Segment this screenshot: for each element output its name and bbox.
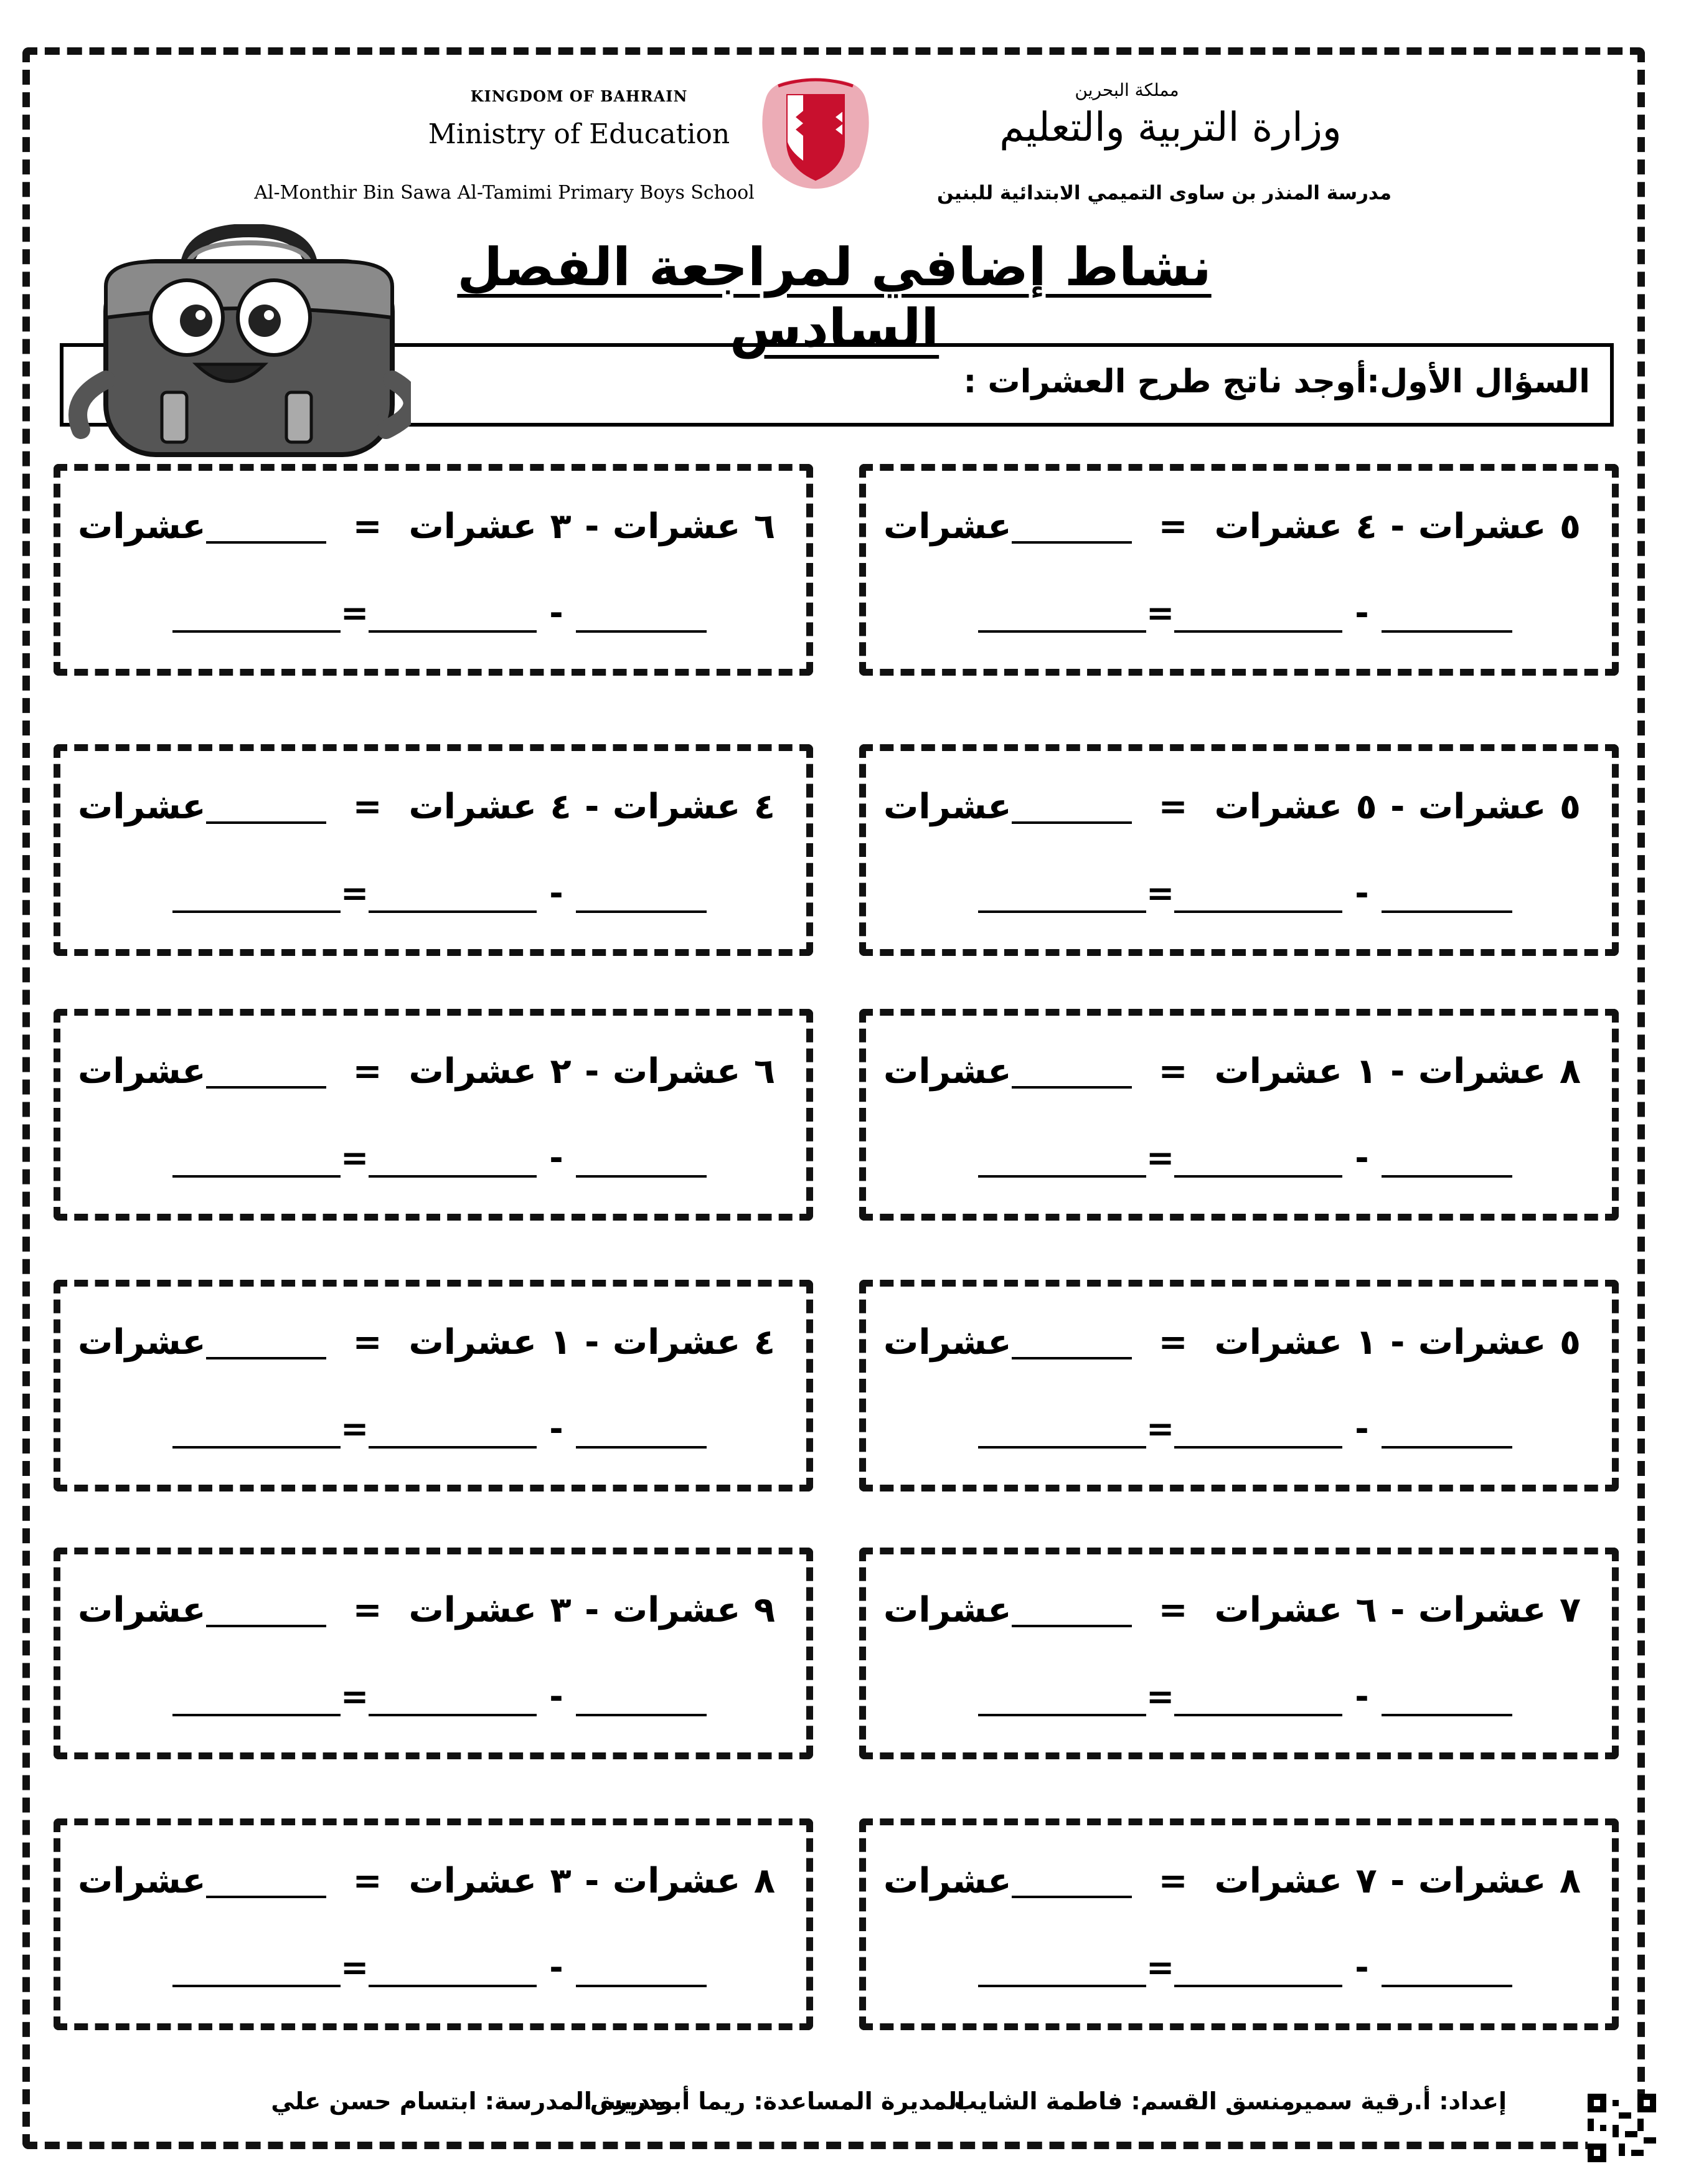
result-blank[interactable] [172,1955,341,1987]
operand-blank[interactable] [576,1955,707,1987]
subtrahend: ١ [1355,1321,1377,1363]
working-line: = - [978,1140,1538,1178]
unit-label: عشرات [612,506,741,547]
minuend: ٨ [753,1860,775,1901]
unit-label: عشرات [78,1860,206,1901]
exercise-equation: ٨ عشرات - ٣ عشرات = عشرات [78,1860,775,1901]
exercise-card [54,744,813,956]
exercise-equation: ٤ عشرات - ٤ عشرات = عشرات [78,786,775,827]
footer-credits [162,2087,1507,2131]
result-blank[interactable] [978,1145,1146,1178]
answer-blank[interactable] [206,1592,326,1627]
subtrahend: ٤ [550,786,572,827]
exercise-equation: ٨ عشرات - ٧ عشرات = عشرات [883,1860,1581,1901]
operand-blank[interactable] [1382,1684,1512,1716]
operand-blank[interactable] [1382,1416,1512,1449]
result-blank[interactable] [172,881,341,913]
operand-blank[interactable] [1382,1955,1512,1987]
unit-label: عشرات [1418,1860,1547,1901]
credit-assistant-principal: المديرة المساعدة: ريما أبودريس [590,2087,965,2115]
question-text: السؤال الأول:أوجد ناتج طرح العشرات : [963,363,1590,400]
answer-blank[interactable] [1012,1054,1132,1089]
unit-label: عشرات [1418,506,1547,547]
answer-blank[interactable] [206,509,326,544]
unit-label: عشرات [78,786,206,827]
exercise-card [54,1280,813,1491]
operand-blank[interactable] [1382,881,1512,913]
backpack-mascot-icon [62,224,411,461]
unit-label: عشرات [883,506,1012,547]
subtrahend: ٧ [1355,1860,1377,1901]
working-line: = - [172,876,733,913]
unit-label: عشرات [612,1860,741,1901]
subtrahend: ١ [550,1321,572,1363]
operand-blank[interactable] [369,1684,537,1716]
unit-label: عشرات [408,1051,537,1092]
result-blank[interactable] [978,1416,1146,1449]
answer-blank[interactable] [1012,789,1132,824]
exercise-equation: ٩ عشرات - ٣ عشرات = عشرات [78,1589,775,1630]
unit-label: عشرات [883,1321,1012,1363]
operand-blank[interactable] [369,1416,537,1449]
unit-label: عشرات [612,1321,741,1363]
unit-label: عشرات [408,1860,537,1901]
subtrahend: ٣ [550,1589,572,1630]
unit-label: عشرات [883,1051,1012,1092]
exercise-card [859,744,1619,956]
credit-principal: مديرة المدرسة: ابتسام حسن علي [271,2087,666,2115]
unit-label: عشرات [612,1051,741,1092]
exercise-card [859,1280,1619,1491]
operand-blank[interactable] [576,1416,707,1449]
exercise-card [54,1548,813,1759]
unit-label: عشرات [612,786,741,827]
school-ar: مدرسة المنذر بن ساوى التميمي الابتدائية للبنين [936,182,1392,204]
unit-label: عشرات [1214,1051,1343,1092]
answer-blank[interactable] [1012,1592,1132,1627]
operand-blank[interactable] [369,1955,537,1987]
working-line: = - [978,1679,1538,1716]
working-line: = - [172,1411,733,1449]
result-blank[interactable] [978,1955,1146,1987]
unit-label: عشرات [78,506,206,547]
bahrain-emblem-icon [753,73,878,192]
unit-label: عشرات [78,1051,206,1092]
exercise-equation: ٦ عشرات - ٢ عشرات = عشرات [78,1051,775,1092]
working-line: = - [172,1679,733,1716]
result-blank[interactable] [172,1684,341,1716]
unit-label: عشرات [883,1589,1012,1630]
operand-blank[interactable] [1174,1955,1342,1987]
unit-label: عشرات [1214,1860,1343,1901]
exercise-card [54,1009,813,1221]
subtrahend: ١ [1355,1051,1377,1092]
exercise-card [859,1818,1619,2030]
minuend: ٧ [1559,1589,1581,1630]
unit-label: عشرات [612,1589,741,1630]
operand-blank[interactable] [1174,1684,1342,1716]
subtrahend: ٢ [550,1051,572,1092]
kingdom-en: KINGDOM OF BAHRAIN [470,87,688,105]
exercise-card [859,1009,1619,1221]
minuend: ٦ [753,506,775,547]
operand-blank[interactable] [576,881,707,913]
ministry-en: Ministry of Education [428,118,730,150]
unit-label: عشرات [1418,786,1547,827]
answer-blank[interactable] [1012,1325,1132,1359]
result-blank[interactable] [172,1416,341,1449]
working-line: = - [172,595,733,633]
operand-blank[interactable] [1174,1145,1342,1178]
minuend: ٨ [1559,1051,1581,1092]
exercise-equation: ٥ عشرات - ٥ عشرات = عشرات [883,786,1581,827]
operand-blank[interactable] [1174,600,1342,633]
minuend: ٩ [753,1589,775,1630]
operand-blank[interactable] [1174,1416,1342,1449]
subtrahend: ٣ [550,506,572,547]
exercise-card [54,1818,813,2030]
kingdom-ar: مملكة البحرين [1075,80,1179,100]
exercise-card [54,464,813,676]
exercise-equation: ٨ عشرات - ١ عشرات = عشرات [883,1051,1581,1092]
unit-label: عشرات [408,1589,537,1630]
minuend: ٥ [1559,506,1581,547]
answer-blank[interactable] [1012,509,1132,544]
minuend: ٨ [1559,1860,1581,1901]
working-line: = - [978,1950,1538,1987]
credit-coordinator: منسق القسم: فاطمة الشايب [953,2087,1295,2115]
operand-blank[interactable] [1382,1145,1512,1178]
exercise-equation: ٥ عشرات - ١ عشرات = عشرات [883,1321,1581,1363]
minuend: ٥ [1559,1321,1581,1363]
unit-label: عشرات [1418,1321,1547,1363]
credit-prepared: إعداد: أ.رقية سمير [1289,2087,1507,2115]
result-blank[interactable] [172,600,341,633]
result-blank[interactable] [172,1145,341,1178]
page-title: نشاط إضافي لمراجعة الفصل السادس [457,237,1212,359]
minuend: ٦ [753,1051,775,1092]
result-blank[interactable] [978,881,1146,913]
operand-blank[interactable] [1174,881,1342,913]
operand-blank[interactable] [576,600,707,633]
unit-label: عشرات [1214,786,1343,827]
minuend: ٥ [1559,786,1581,827]
unit-label: عشرات [1418,1589,1547,1630]
operand-blank[interactable] [576,1145,707,1178]
working-line: = - [172,1950,733,1987]
minuend: ٤ [753,1321,775,1363]
unit-label: عشرات [1214,1321,1343,1363]
subtrahend: ٤ [1355,506,1377,547]
answer-blank[interactable] [206,1325,326,1359]
school-en: Al-Monthir Bin Sawa Al-Tamimi Primary Boys School [254,182,755,204]
unit-label: عشرات [78,1321,206,1363]
working-line: = - [978,595,1538,633]
unit-label: عشرات [408,1321,537,1363]
exercise-equation: ٧ عشرات - ٦ عشرات = عشرات [883,1589,1581,1630]
operand-blank[interactable] [1382,600,1512,633]
working-line: = - [172,1140,733,1178]
working-line: = - [978,876,1538,913]
operand-blank[interactable] [576,1684,707,1716]
minuend: ٤ [753,786,775,827]
unit-label: عشرات [883,1860,1012,1901]
unit-label: عشرات [1214,506,1343,547]
exercise-equation: ٦ عشرات - ٣ عشرات = عشرات [78,506,775,547]
exercise-card [859,464,1619,676]
answer-blank[interactable] [206,1863,326,1898]
working-line: = - [978,1411,1538,1449]
exercise-card [859,1548,1619,1759]
ministry-ar: وزارة التربية والتعليم [999,105,1342,151]
unit-label: عشرات [408,786,537,827]
operand-blank[interactable] [369,881,537,913]
subtrahend: ٣ [550,1860,572,1901]
operand-blank[interactable] [369,600,537,633]
result-blank[interactable] [978,600,1146,633]
unit-label: عشرات [1214,1589,1343,1630]
exercise-equation: ٤ عشرات - ١ عشرات = عشرات [78,1321,775,1363]
answer-blank[interactable] [206,1054,326,1089]
unit-label: عشرات [1418,1051,1547,1092]
answer-blank[interactable] [1012,1863,1132,1898]
operand-blank[interactable] [369,1145,537,1178]
qr-code-icon [1588,2094,1656,2162]
exercise-equation: ٥ عشرات - ٤ عشرات = عشرات [883,506,1581,547]
unit-label: عشرات [883,786,1012,827]
unit-label: عشرات [408,506,537,547]
subtrahend: ٥ [1355,786,1377,827]
answer-blank[interactable] [206,789,326,824]
result-blank[interactable] [978,1684,1146,1716]
subtrahend: ٦ [1355,1589,1377,1630]
unit-label: عشرات [78,1589,206,1630]
